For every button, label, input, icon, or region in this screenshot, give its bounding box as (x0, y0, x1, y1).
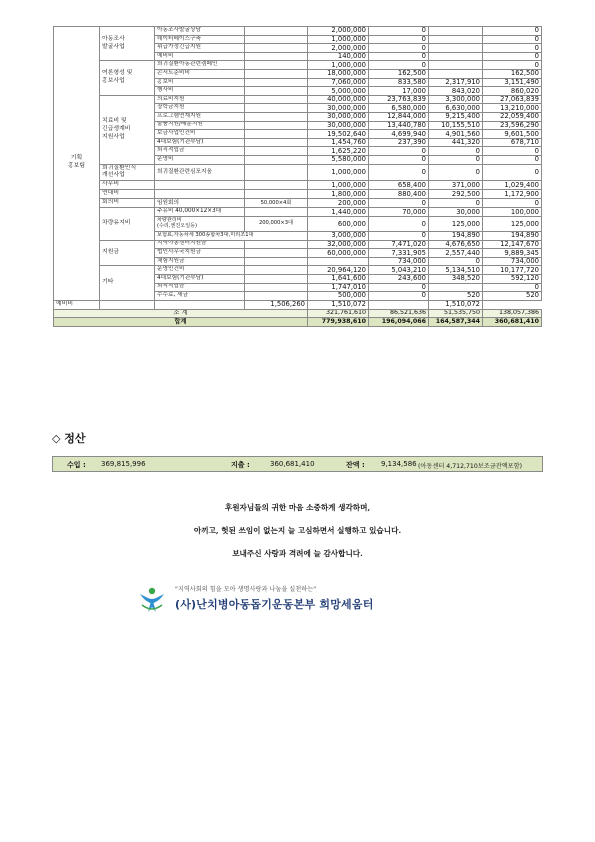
item-cell: 데이터베이스구축 (155, 35, 245, 44)
item-cell: 퇴직적립금 (155, 283, 245, 292)
item-cell: 법인사무국지원금 (155, 249, 245, 258)
item-cell: 임원회의 (155, 199, 245, 208)
executed-cell: 0 (483, 35, 542, 44)
second-half-cell: 0 (429, 155, 483, 164)
executed-cell: 0 (483, 52, 542, 61)
hope-figure-logo-icon (138, 585, 166, 613)
budget-cell: 1,000,000 (308, 35, 369, 44)
second-half-cell: 292,500 (429, 190, 483, 199)
second-half-cell (429, 52, 483, 61)
budget-cell: 1,800,000 (308, 190, 369, 199)
subtotal-first-half: 86,521,636 (369, 309, 429, 318)
first-half-cell: 0 (369, 52, 429, 61)
note-cell (245, 292, 308, 301)
note-cell (245, 78, 308, 87)
second-half-cell: 30,000 (429, 208, 483, 217)
first-half-cell: 70,000 (369, 208, 429, 217)
second-half-cell: 843,020 (429, 87, 483, 96)
budget-cell: 3,000,000 (308, 231, 369, 240)
subtotal-label: 소 계 (54, 309, 308, 318)
settlement-bar (52, 456, 543, 472)
budget-cell: 1,454,760 (308, 138, 369, 147)
first-half-cell: 5,043,210 (369, 266, 429, 275)
note-cell (245, 35, 308, 44)
note-cell (245, 257, 308, 266)
first-half-cell: 243,600 (369, 274, 429, 283)
first-half-cell: 0 (369, 216, 429, 231)
second-half-cell: 3,300,000 (429, 95, 483, 104)
executed-cell: 13,210,000 (483, 104, 542, 113)
note-cell (245, 27, 308, 36)
first-half-cell: 162,500 (369, 69, 429, 78)
item-cell: 콘서트준비비 (155, 69, 245, 78)
item-cell: 의료비지원 (155, 95, 245, 104)
budget-cell: 1,641,600 (308, 274, 369, 283)
budget-cell: 30,000,000 (308, 112, 369, 121)
second-half-cell (429, 61, 483, 70)
item-cell: 4대보험(기관부담) (155, 138, 245, 147)
item-cell: 위급가정긴급지원 (155, 44, 245, 53)
executed-cell: 27,063,839 (483, 95, 542, 104)
note-cell (245, 130, 308, 139)
second-half-cell: 6,630,000 (429, 104, 483, 113)
note-cell (245, 240, 308, 249)
second-half-cell: 4,901,560 (429, 130, 483, 139)
first-half-cell: 0 (369, 283, 429, 292)
note-cell (245, 69, 308, 78)
first-half-cell: 12,844,000 (369, 112, 429, 121)
first-half-cell: 0 (369, 147, 429, 156)
note-cell: 50,000×4회 (245, 199, 308, 208)
balance-value: 9,134,586 (381, 460, 417, 468)
note-cell (245, 87, 308, 96)
first-half-cell: 833,580 (369, 78, 429, 87)
item-cell: 퇴직적립금 (155, 147, 245, 156)
executed-cell: 0 (483, 61, 542, 70)
second-half-cell: 0 (429, 257, 483, 266)
second-half-cell: 5,134,510 (429, 266, 483, 275)
budget-cell: 19,502,640 (308, 130, 369, 139)
first-half-cell: 734,000 (369, 257, 429, 266)
second-half-cell: 2,557,440 (429, 249, 483, 258)
thanks-line-1: 후원자님들의 귀한 마음 소중하게 생각하며, (224, 503, 371, 512)
note-cell (245, 283, 308, 292)
second-half-cell (429, 69, 483, 78)
budget-cell: 32,000,000 (308, 240, 369, 249)
note-cell (245, 138, 308, 147)
executed-cell: 9,601,500 (483, 130, 542, 139)
first-half-cell: 0 (369, 27, 429, 36)
budget-cell: 40,000,000 (308, 95, 369, 104)
note-cell (245, 190, 308, 199)
first-half-cell: 880,400 (369, 190, 429, 199)
income-value: 369,815,996 (101, 460, 146, 468)
category-cell: 아동조사 발굴사업 (100, 27, 155, 61)
budget-cell: 60,000,000 (308, 249, 369, 258)
total-budget: 779,938,610 (308, 318, 369, 327)
executed-cell: 1,172,900 (483, 190, 542, 199)
item-cell (100, 300, 155, 309)
budget-cell: 2,000,000 (308, 27, 369, 36)
note-cell (245, 266, 308, 275)
note-cell (245, 155, 308, 164)
item-cell: 장학금지원 (155, 104, 245, 113)
subtotal-budget: 321,761,610 (308, 309, 369, 318)
first-half-cell: 0 (369, 61, 429, 70)
second-half-cell: 441,320 (429, 138, 483, 147)
item-cell: 운영비 (155, 155, 245, 164)
budget-cell: 30,000,000 (308, 104, 369, 113)
executed-cell: 3,151,490 (483, 78, 542, 87)
executed-cell: 734,000 (483, 257, 542, 266)
item-cell: 아동조사발굴상담 (155, 27, 245, 36)
category-cell: 치료비 및 긴급생계비 지원사업 (100, 95, 155, 164)
item-cell: 홍보비 (155, 78, 245, 87)
budget-cell: 20,964,120 (308, 266, 369, 275)
second-half-cell: 0 (429, 147, 483, 156)
budget-cell: 30,000,000 (308, 121, 369, 130)
item-cell: 운영인건비 (155, 266, 245, 275)
note-cell (155, 300, 245, 309)
first-half-cell: 0 (369, 164, 429, 181)
note-cell (245, 274, 308, 283)
second-half-cell: 10,155,510 (429, 121, 483, 130)
item-cell: 수수료, 세금 (155, 292, 245, 301)
note-cell (245, 181, 308, 190)
budget-cell: 1,440,000 (308, 208, 369, 217)
income-label: 수입 : (67, 461, 86, 469)
second-half-cell (429, 35, 483, 44)
budget-cell: 1,625,220 (308, 147, 369, 156)
note-cell (245, 121, 308, 130)
item-cell: 희귀질환관련심포지움 (155, 164, 245, 181)
organization-name: (사)난치병아동돕기운동본부 희망세움터 (175, 598, 374, 611)
budget-cell: 1,747,010 (308, 283, 369, 292)
budget-cell: 1,000,000 (308, 164, 369, 181)
second-half-cell (429, 44, 483, 53)
item-cell: 물품지원/배분지원 (155, 121, 245, 130)
second-half-cell: 194,890 (429, 231, 483, 240)
category-cell: 회의비 (100, 199, 155, 208)
executed-cell: 10,177,720 (483, 266, 542, 275)
first-half-cell: 1,510,072 (308, 300, 369, 309)
expense-label: 지출 : (231, 461, 250, 469)
second-half-cell: 0 (429, 164, 483, 181)
budget-cell: 1,000,000 (308, 181, 369, 190)
budget-cell: 600,000 (308, 216, 369, 231)
executed-cell: 100,000 (483, 208, 542, 217)
executed-cell: 520 (483, 292, 542, 301)
category-cell: 기타 (100, 266, 155, 300)
budget-cell: 140,000 (308, 52, 369, 61)
category-cell: 예비비 (54, 300, 100, 309)
first-half-cell: 17,000 (369, 87, 429, 96)
total-second-half: 164,587,344 (429, 318, 483, 327)
settlement-heading: ◇ 정산 (52, 432, 86, 445)
first-half-cell: 0 (369, 44, 429, 53)
category-cell: 여론형성 및 홍보사업 (100, 61, 155, 95)
item-cell (155, 181, 245, 190)
category-cell: 차량유지비 (100, 208, 155, 240)
executed-cell: 162,500 (483, 69, 542, 78)
group-label-cell: 기획 홍보팀 (54, 27, 100, 301)
executed-cell: 194,890 (483, 231, 542, 240)
item-cell (155, 190, 245, 199)
item-cell: 주유비 40,000×12×3대 (155, 208, 245, 217)
budget-cell: 1,000,000 (308, 61, 369, 70)
second-half-cell: 348,520 (429, 274, 483, 283)
executed-cell: 12,147,670 (483, 240, 542, 249)
executed-cell: 22,059,400 (483, 112, 542, 121)
category-cell: 사무비 (100, 181, 155, 190)
note-cell (245, 44, 308, 53)
executed-cell: 125,000 (483, 216, 542, 231)
executed-cell: 0 (483, 164, 542, 181)
executed-cell: 0 (483, 147, 542, 156)
executed-cell: 860,020 (483, 87, 542, 96)
second-half-cell (429, 27, 483, 36)
first-half-cell: 4,699,940 (369, 130, 429, 139)
executed-cell: 0 (483, 283, 542, 292)
expense-table (53, 26, 542, 327)
balance-note: (아동센터 4,712,710보조금잔액포함) (418, 462, 523, 470)
item-cell: 4대보험(기관부담) (155, 274, 245, 283)
note-cell (245, 208, 308, 217)
category-cell: 희귀질환인식 개선사업 (100, 164, 155, 181)
first-half-cell: 0 (369, 155, 429, 164)
category-cell: 지원금 (100, 240, 155, 266)
note-cell (245, 249, 308, 258)
budget-cell: 5,000,000 (308, 87, 369, 96)
item-cell: 채험지원금 (155, 257, 245, 266)
budget-cell (308, 257, 369, 266)
second-half-cell: 4,676,650 (429, 240, 483, 249)
total-label: 합계 (54, 318, 308, 327)
second-half-cell (429, 283, 483, 292)
first-half-cell: 7,471,020 (369, 240, 429, 249)
executed-cell: 9,889,345 (483, 249, 542, 258)
second-half-cell: 9,215,400 (429, 112, 483, 121)
second-half-cell: 0 (429, 199, 483, 208)
second-half-cell: 125,000 (429, 216, 483, 231)
executed-cell: 0 (483, 44, 542, 53)
first-half-cell: 0 (369, 292, 429, 301)
budget-cell: 2,000,000 (308, 44, 369, 53)
item-cell: 행사비 (155, 87, 245, 96)
item-cell: 보금사업인건비 (155, 130, 245, 139)
budget-cell: 5,580,000 (308, 155, 369, 164)
expense-value: 360,681,410 (270, 460, 315, 468)
item-cell: 희귀질환아동관련캠페인 (155, 61, 245, 70)
first-half-cell: 13,440,780 (369, 121, 429, 130)
note-cell (245, 147, 308, 156)
balance-label: 잔액 : (346, 461, 365, 469)
second-half-cell: 371,000 (429, 181, 483, 190)
total-executed: 360,681,410 (483, 318, 542, 327)
logo-slogan: "지역사회의 힘을 모아 생명사랑과 나눔을 실천하는" (175, 586, 317, 593)
first-half-cell: 0 (369, 199, 429, 208)
organization-logo (138, 582, 393, 616)
first-half-cell: 6,580,000 (369, 104, 429, 113)
thanks-line-3: 보내주신 사랑과 격려에 늘 감사합니다. (232, 549, 363, 558)
thanks-line-2: 아끼고, 헛된 쓰임이 없는지 늘 고심하면서 실행하고 있습니다. (193, 526, 402, 535)
executed-cell: 0 (483, 199, 542, 208)
executed-cell: 0 (483, 155, 542, 164)
executed-cell: 1,510,072 (429, 300, 483, 309)
budget-cell: 7,060,000 (308, 78, 369, 87)
note-cell (245, 52, 308, 61)
second-half-cell (369, 300, 429, 309)
budget-cell: 200,000 (308, 199, 369, 208)
note-cell: 200,000×3대 (245, 216, 308, 231)
budget-cell: 500,000 (308, 292, 369, 301)
executed-cell: 678,710 (483, 138, 542, 147)
first-half-cell: 658,400 (369, 181, 429, 190)
item-cell: 지역아동센터지원금 (155, 240, 245, 249)
first-half-cell: 23,763,839 (369, 95, 429, 104)
note-cell (245, 112, 308, 121)
second-half-cell: 2,317,910 (429, 78, 483, 87)
note-cell (245, 61, 308, 70)
item-cell: 프로그램연계지원 (155, 112, 245, 121)
item-cell: 예비비 (155, 52, 245, 61)
executed-cell: 23,596,290 (483, 121, 542, 130)
executed-cell: 1,029,400 (483, 181, 542, 190)
item-cell: 차량관리비 (수리,엔진오일등) (155, 216, 245, 231)
first-half-cell: 7,331,905 (369, 249, 429, 258)
budget-cell: 1,506,260 (245, 300, 308, 309)
executed-cell: 0 (483, 27, 542, 36)
subtotal-second-half: 51,535,750 (429, 309, 483, 318)
note-cell (245, 164, 308, 181)
item-cell: 보험료,자동차세 300송합차3대,미리조1대 (155, 231, 308, 240)
total-first-half: 196,094,066 (369, 318, 429, 327)
subtotal-executed: 138,057,386 (483, 309, 542, 318)
category-cell: 연대비 (100, 190, 155, 199)
note-cell (245, 104, 308, 113)
note-cell (245, 95, 308, 104)
executed-cell: 592,120 (483, 274, 542, 283)
first-half-cell: 0 (369, 35, 429, 44)
budget-cell: 18,000,000 (308, 69, 369, 78)
first-half-cell: 237,390 (369, 138, 429, 147)
second-half-cell: 520 (429, 292, 483, 301)
first-half-cell: 0 (369, 231, 429, 240)
